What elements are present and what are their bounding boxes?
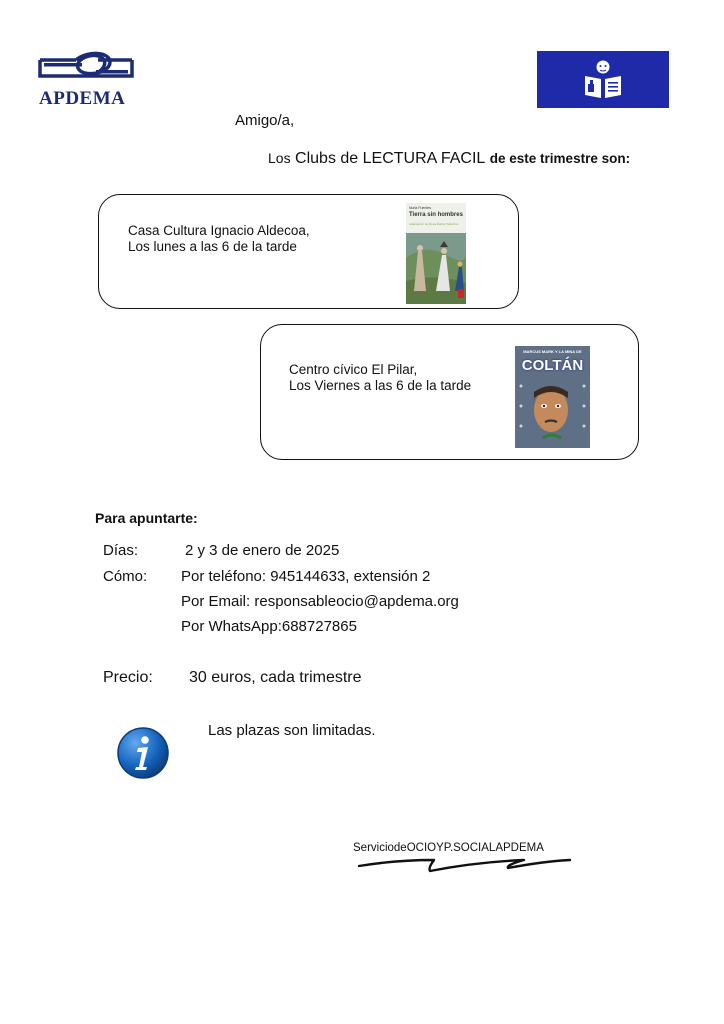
info-icon (116, 726, 170, 780)
book-top-text: MARCUS MARK Y LA MINA DE (523, 349, 582, 354)
how-label: Cómo: (103, 568, 148, 585)
email-contact: Por Email: responsableocio@apdema.org (181, 593, 459, 610)
intro-part3: de este trimestre son: (489, 151, 631, 166)
easy-read-badge (537, 51, 669, 108)
knot-logo-icon (38, 48, 136, 84)
book-subtitle: Adaptación de Rosa Ibáñez Sánchez (409, 222, 459, 226)
intro-part1: Los (268, 150, 291, 166)
intro-part2: Clubs de LECTURA FACIL (295, 150, 486, 167)
price-value: 30 euros, cada trimestre (189, 669, 362, 686)
whatsapp-contact: Por WhatsApp:688727865 (181, 618, 357, 635)
price-label: Precio: (103, 669, 153, 686)
logo-text: APDEMA (39, 88, 126, 109)
club-card-el-pilar (260, 324, 639, 460)
book-title: COLTÁN (521, 357, 584, 374)
greeting: Amigo/a, (235, 112, 295, 129)
book-author: Núria Fuentes (409, 206, 431, 210)
club-card-aldecoa (98, 194, 519, 309)
club-schedule: Los lunes a las 6 de la tarde (128, 239, 297, 254)
days-value: 2 y 3 de enero de 2025 (185, 542, 340, 559)
book-cover-coltan (515, 346, 590, 448)
limited-places-note: Las plazas son limitadas. (208, 722, 376, 739)
book-title: Tierra sin hombres (409, 212, 463, 218)
club-place: Casa Cultura Ignacio Aldecoa, (128, 223, 310, 238)
phone-contact: Por teléfono: 945144633, extensión 2 (181, 568, 431, 585)
days-label: Días: (103, 542, 139, 559)
signature-text: ServiciodeOCIOYP.SOCIALAPDEMA (353, 842, 544, 854)
easy-reading-icon (537, 51, 669, 108)
book-illustration (406, 203, 466, 304)
signature-scribble (356, 854, 576, 876)
intro-line (268, 150, 630, 168)
signup-heading: Para apuntarte: (95, 510, 198, 526)
book-illustration (515, 346, 590, 448)
book-cover-tierra-sin-hombres (406, 203, 466, 304)
apdema-logo (38, 48, 138, 110)
club-schedule: Los Viernes a las 6 de la tarde (289, 378, 472, 393)
club-place: Centro cívico El Pilar, (289, 362, 418, 377)
